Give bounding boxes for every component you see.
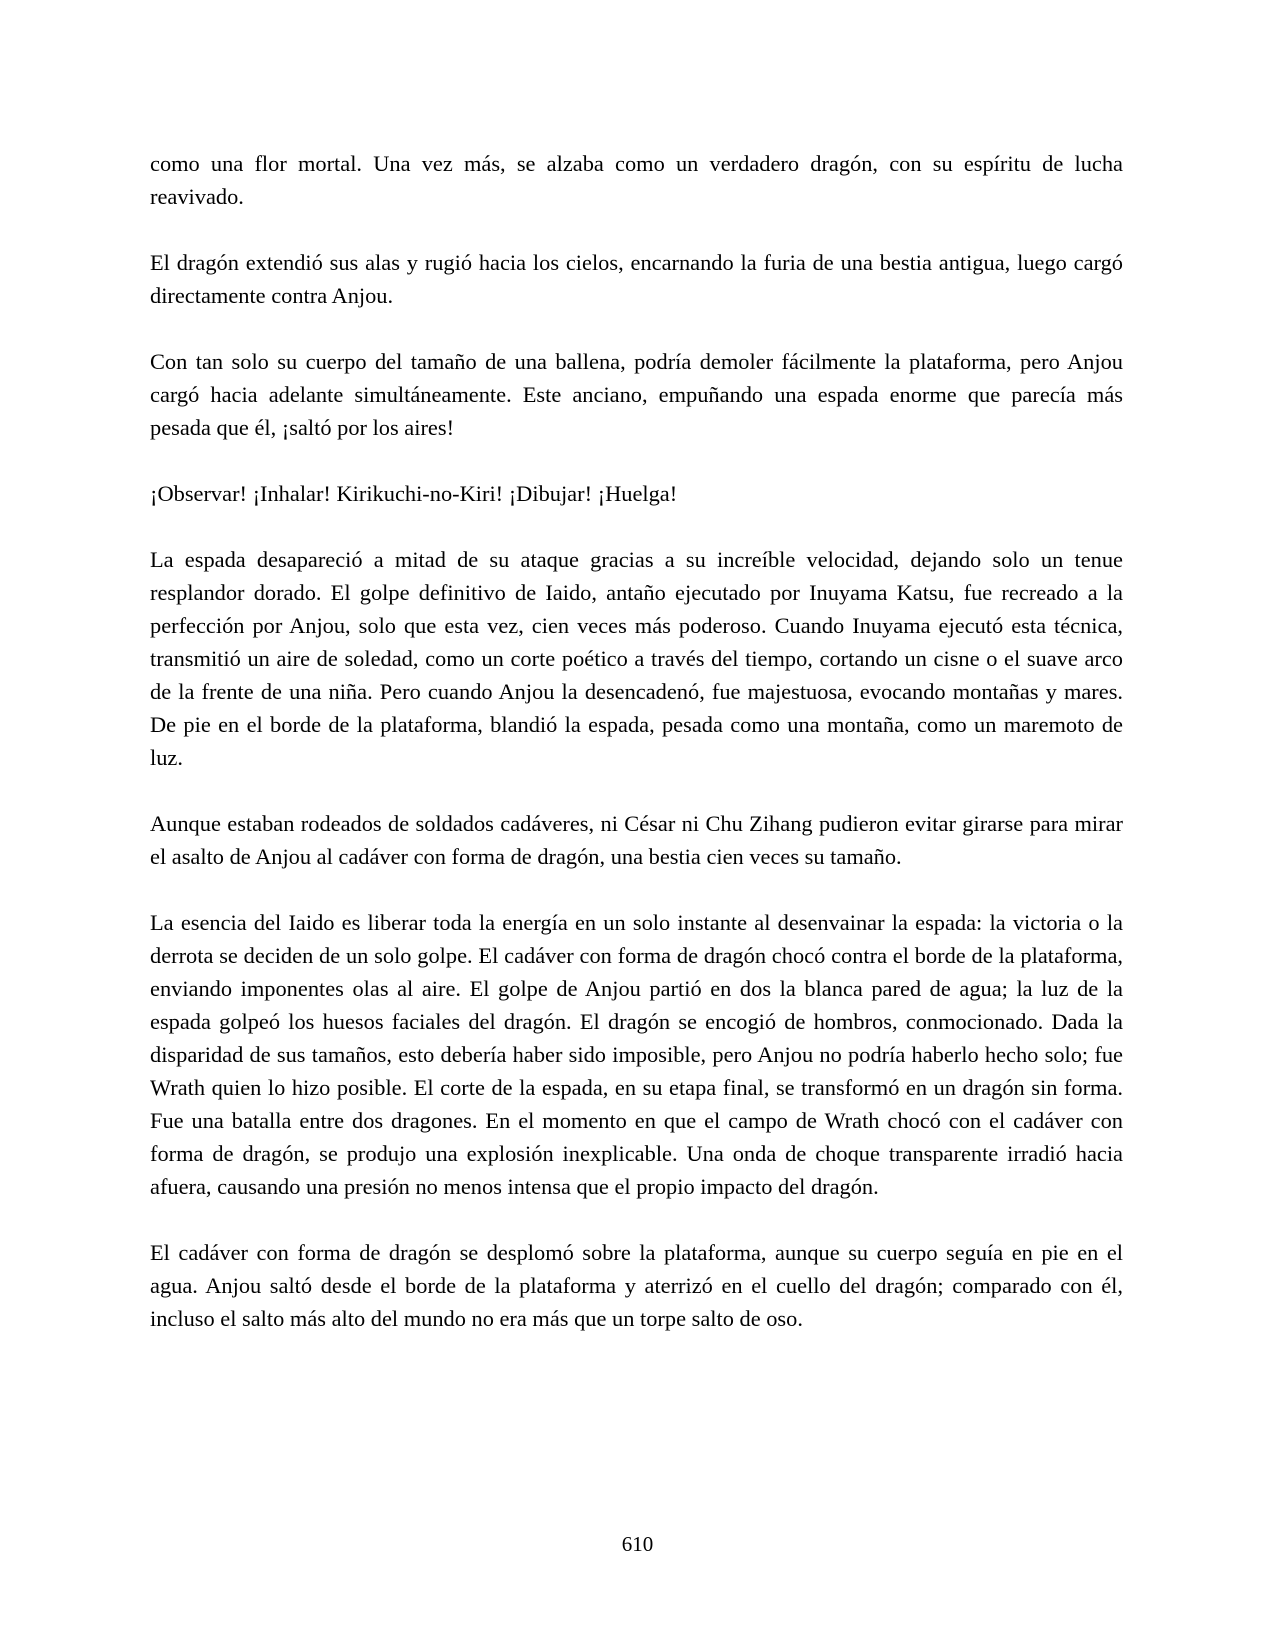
paragraph-1: como una flor mortal. Una vez más, se alzaba como un verdadero dragón, con su espíritu de lucha reavivado. xyxy=(150,151,1123,209)
paragraph-7: La esencia del Iaido es liberar toda la energía en un solo instante al desenvainar la espada: la victoria o la derrota se deciden de un solo golpe. El cadáver con forma de dragón chocó contra el borde de la plataforma, enviando imponentes olas al aire. El golpe de Anjou partió en dos la blanca pared de agua; la luz de la espada golpeó los huesos faciales del dragón. El dragón se encogió de hombros, conmocionado. Dada la disparidad de sus tamaños, esto debería haber sido imposible, pero Anjou no podría haberlo hecho solo; fue Wrath quien lo hizo posible. El corte de la espada, en su etapa final, se transformó en un dragón sin forma. Fue una batalla entre dos dragones. En el momento en que el campo de Wrath chocó con el cadáver con forma de dragón, se produjo una explosión inexplicable. Una onda de choque transparente irradió hacia afuera, causando una presión no menos intensa que el propio impacto del dragón. xyxy=(150,910,1123,1199)
paragraph-2: El dragón extendió sus alas y rugió hacia los cielos, encarnando la furia de una bestia antigua, luego cargó directamente contra Anjou. xyxy=(150,250,1123,308)
paragraph-4: ¡Observar! ¡Inhalar! Kirikuchi-no-Kiri! ¡Dibujar! ¡Huelga! xyxy=(150,481,678,506)
paragraph-6: Aunque estaban rodeados de soldados cadáveres, ni César ni Chu Zihang pudieron evitar girarse para mirar el asalto de Anjou al cadáver con forma de dragón, una bestia cien veces su tamaño. xyxy=(150,811,1123,869)
paragraph-8: El cadáver con forma de dragón se desplomó sobre la plataforma, aunque su cuerpo seguía en pie en el agua. Anjou saltó desde el borde de la plataforma y aterrizó en el cuello del dragón; comparado con él, incluso el salto más alto del mundo no era más que un torpe salto de oso. xyxy=(150,1240,1123,1331)
page-body xyxy=(150,147,1123,1368)
page-number: 610 xyxy=(621,1532,654,1556)
paragraph-3: Con tan solo su cuerpo del tamaño de una ballena, podría demoler fácilmente la plataforma, pero Anjou cargó hacia adelante simultáneamente. Este anciano, empuñando una espada enorme que parecía más pesada que él, ¡saltó por los aires! xyxy=(150,349,1123,440)
paragraph-5: La espada desapareció a mitad de su ataque gracias a su increíble velocidad, dejando solo un tenue resplandor dorado. El golpe definitivo de Iaido, antaño ejecutado por Inuyama Katsu, fue recreado a la perfección por Anjou, solo que esta vez, cien veces más poderoso. Cuando Inuyama ejecutó esta técnica, transmitió un aire de soledad, como un corte poético a través del tiempo, cortando un cisne o el suave arco de la frente de una niña. Pero cuando Anjou la desencadenó, fue majestuosa, evocando montañas y mares. De pie en el borde de la plataforma, blandió la espada, pesada como una montaña, como un maremoto de luz. xyxy=(150,547,1123,770)
